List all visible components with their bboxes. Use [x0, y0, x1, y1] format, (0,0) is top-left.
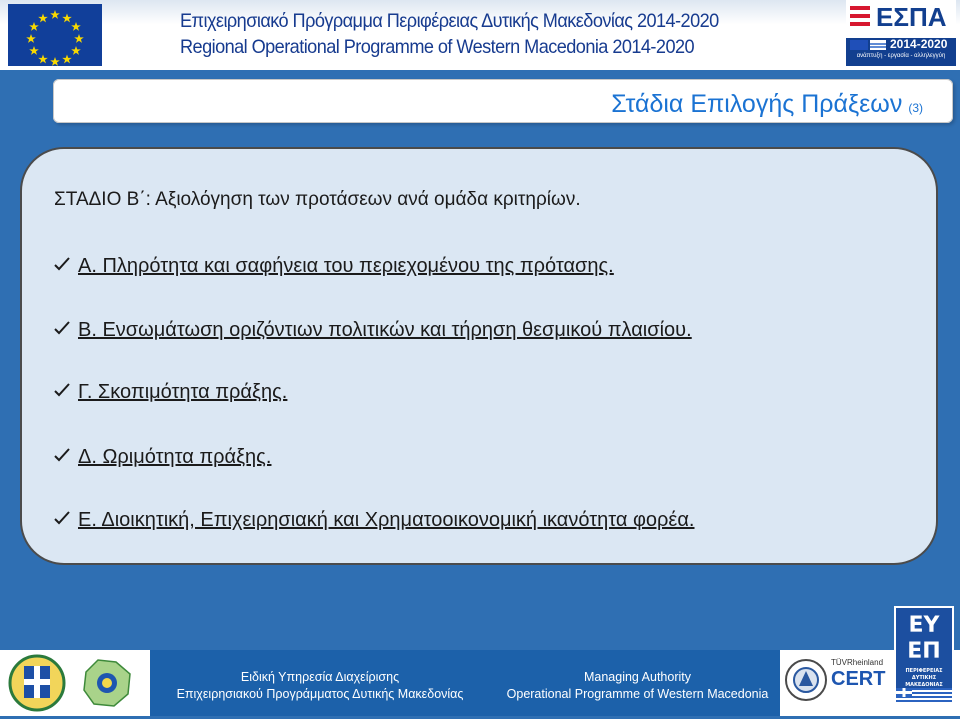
coat-of-arms-icon — [2, 652, 72, 714]
espa-logo — [846, 0, 956, 66]
criterion-item — [54, 317, 692, 343]
slide-title-bar — [53, 79, 953, 123]
eu-stars-icon — [8, 4, 102, 66]
tuv-certification-logo — [781, 652, 891, 714]
eyep-logo-line1: ΕΥ — [908, 613, 940, 638]
criterion-label: Α. Πληρότητα και σαφήνεια του περιεχομένου της πρότασης. — [78, 255, 614, 277]
checkmark-icon — [54, 444, 74, 470]
footer-managing-authority-english — [495, 669, 780, 703]
stage-heading: ΣΤΑΔΙΟ Β΄: Αξιολόγηση των προτάσεων ανά ομάδα κριτηρίων. — [54, 189, 581, 210]
footer-managing-authority-greek — [160, 669, 480, 703]
checkmark-icon — [54, 253, 74, 279]
espa-logo-tagline: ανάπτυξη - εργασία - αλληλεγγύη — [856, 53, 946, 59]
region-map-logo — [76, 652, 138, 714]
checkmark-icon — [54, 507, 74, 533]
criterion-item — [54, 507, 694, 533]
footer-right-line1: Managing Authority — [583, 670, 691, 684]
eyep-logo-subtitle: ΠΕΡΙΦΕΡΕΙΑΣ ΔΥΤΙΚΗΣ ΜΑΚΕΔΟΝΙΑΣ — [905, 668, 943, 688]
checkmark-icon — [54, 379, 74, 405]
slide-title-text: Στάδια Επιλογής Πράξεων — [611, 90, 903, 118]
tuv-brand-text: TÜVRheinland — [831, 658, 884, 667]
footer-right-line2: Operational Programme of Western Macedonia — [506, 687, 769, 701]
programme-title-greek: Επιχειρησιακό Πρόγραμμα Περιφέρειας Δυτικής Μακεδονίας 2014-2020 — [180, 10, 719, 32]
footer-left-line1: Ειδική Υπηρεσία Διαχείρισης — [240, 670, 400, 684]
criterion-item — [54, 253, 614, 279]
eu-flag-logo — [8, 4, 102, 66]
espa-logo-text: ΕΣΠΑ — [876, 2, 947, 32]
tuv-cert-text: CERT — [831, 668, 886, 690]
eyep-logo-line2: ΕΠ — [907, 639, 941, 664]
greek-coat-of-arms-logo — [2, 652, 72, 714]
checkmark-icon — [54, 317, 74, 343]
tuv-seal-icon — [783, 656, 829, 706]
programme-title — [180, 8, 775, 60]
eyep-logo — [894, 606, 954, 706]
criterion-label: Δ. Ωριμότητα πράξης. — [78, 446, 272, 468]
greek-flag-icon — [896, 688, 952, 704]
espa-logo-years: 2014-2020 — [890, 37, 948, 51]
footer-left-line2: Επιχειρησιακού Προγράμματος Δυτικής Μακεδονίας — [176, 687, 464, 701]
programme-title-english: Regional Operational Programme of Western Macedonia 2014-2020 — [180, 36, 695, 58]
region-map-icon — [76, 652, 138, 714]
criterion-label: Β. Ενσωμάτωση οριζόντιων πολιτικών και τήρηση θεσμικού πλαισίου. — [78, 319, 692, 341]
criterion-item — [54, 379, 287, 405]
criterion-label: Ε. Διοικητική, Επιχειρησιακή και Χρηματοοικονομική ικανότητα φορέα. — [78, 509, 695, 531]
criterion-label: Γ. Σκοπιμότητα πράξης. — [78, 381, 288, 403]
slide-title-number: (3) — [908, 101, 923, 115]
slide-title — [611, 89, 923, 123]
criterion-item — [54, 444, 271, 470]
